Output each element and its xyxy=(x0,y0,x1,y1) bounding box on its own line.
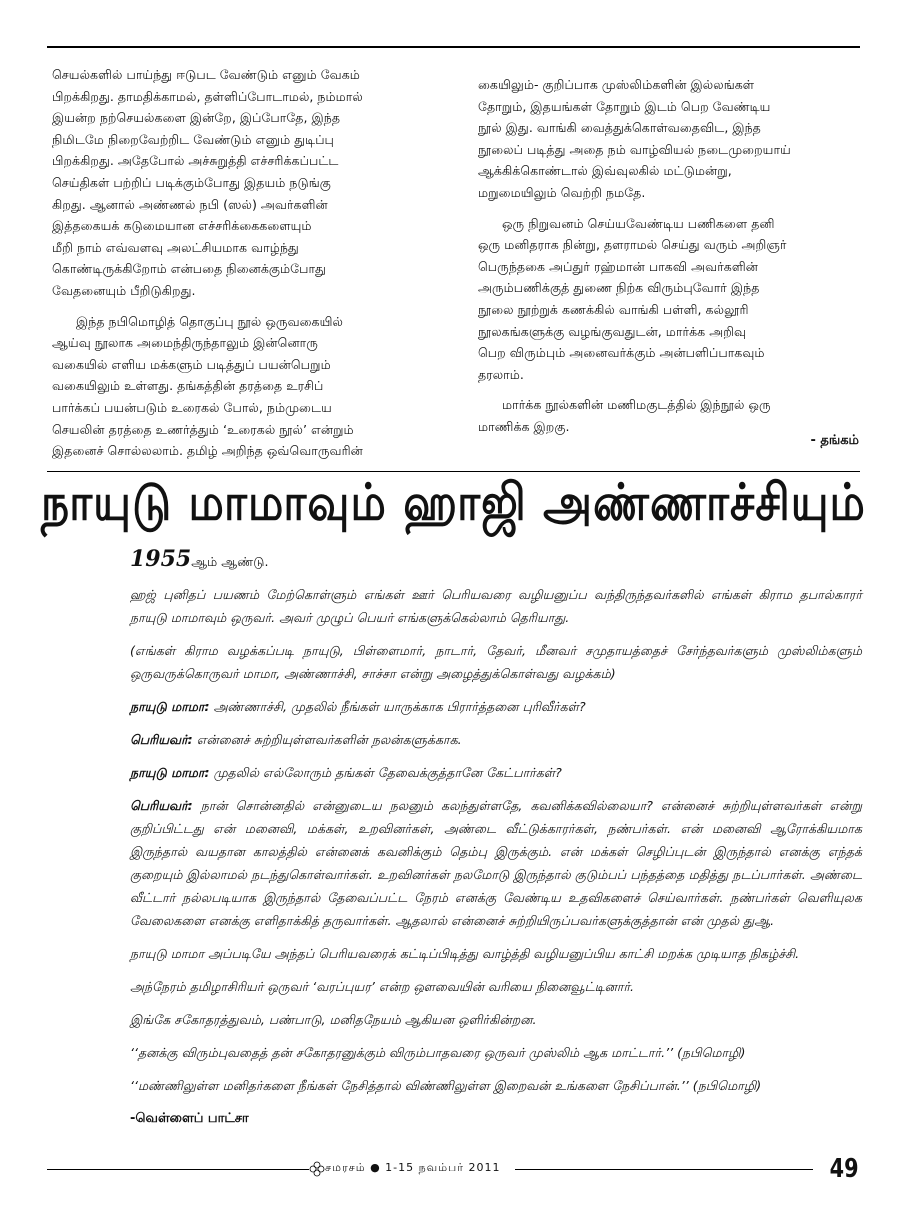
text-line: பெருந்தகை அப்துர் ரஹ்மான் பாகவி அவர்களின் xyxy=(478,258,759,274)
text-line: இந்த நபிமொழித் தொகுப்பு நூல் ஒருவகையில் xyxy=(76,313,343,329)
speaker: பெரியவர்: xyxy=(130,732,193,747)
text-line: செயல்களில் பாய்ந்து ஈடுபட வேண்டும் எனும் வேகம் xyxy=(52,67,360,82)
text-line: இதனைச் சொல்லலாம். தமிழ் அறிந்த ஒவ்வொருவரின் xyxy=(52,443,363,459)
section-divider xyxy=(47,471,860,472)
footer xyxy=(0,1154,907,1184)
year: 1955 xyxy=(130,546,192,572)
text-line: வேதனையும் பீறிடுகிறது. xyxy=(52,282,196,298)
quote-paragraph: ‘‘தனக்கு விரும்புவதைத் தன் சகோதரனுக்கும் விரும்பாதவரை ஒருவர் முஸ்லிம் ஆக மாட்டார்.’’ (நபிமொழி) xyxy=(130,1045,746,1060)
dialogue-line xyxy=(130,695,862,718)
text-line: பார்க்கப் பயன்படும் உரைகல் போல், நம்முடைய xyxy=(52,399,332,415)
text-line: தோறும், இதயங்கள் தோறும் இடம் பெற வேண்டிய xyxy=(478,98,771,114)
text-line: பிறக்கிறது. தாமதிக்காமல், தள்ளிப்போடாமல், நம்மால் xyxy=(52,88,363,104)
text-line: செயலின் தரத்தை உணர்த்தும் ‘உரைகல் நூல்’ என்றும் xyxy=(52,421,354,437)
dialogue-line xyxy=(130,761,862,784)
dialogue-line xyxy=(130,728,862,751)
column-paragraph xyxy=(52,64,432,302)
closing-paragraph: நாயுடு மாமா அப்படியே அந்தப் பெரியவரைக் கட்டிப்பிடித்து வாழ்த்தி வழியனுப்பிய காட்சி மறக்க முடியாத நிகழ்ச்சி. xyxy=(130,946,800,961)
year-suffix: ஆம் ஆண்டு. xyxy=(191,554,269,569)
text-line: பெற விரும்பும் அனைவர்க்கும் அன்பளிப்பாகவும் xyxy=(478,345,765,361)
text-line: நிமிடமே நிறைவேற்றிட வேண்டும் எனும் துடிப்பு xyxy=(52,131,334,147)
text-line: மீறி நாம் எவ்வளவு அலட்சியமாக வாழ்ந்து xyxy=(52,239,299,255)
text-line: மாணிக்க இறகு. xyxy=(478,418,570,434)
text-line: மறுமையிலும் வெற்றி நமதே. xyxy=(478,184,646,200)
review-left-column xyxy=(52,64,432,471)
text-line: நூல் இது. வாங்கி வைத்துக்கொள்வதைவிட, இந்த xyxy=(478,120,761,136)
speaker: நாயுடு மாமா: xyxy=(130,699,210,714)
text-line: இயன்ற நற்செயல்களை இன்றே, இப்போதே, இந்த xyxy=(52,110,341,126)
column-paragraph xyxy=(478,74,863,204)
page-number: 49 xyxy=(829,1154,859,1184)
top-rule xyxy=(47,46,860,48)
dialogue-line xyxy=(130,794,862,932)
year-line xyxy=(130,548,862,573)
flower-icon xyxy=(309,1161,325,1177)
intro-paragraph: ஹஜ் புனிதப் பயணம் மேற்கொள்ளும் எங்கள் ஊர் பெரியவரை வழியனுப்ப வந்திருந்தவர்களில் எங்கள் கிராம தபால்காரர் நாயுடு மாமாவும் ஒருவர். அவர் முழுப் பெயர் எங்களுக்கெல்லாம் தெரியாது. xyxy=(130,587,862,625)
text-line: செய்திகள் பற்றிப் படிக்கும்போது இதயம் நடுங்கு xyxy=(52,174,331,190)
text-line: மார்க்க நூல்களின் மணிமகுடத்தில் இந்நூல் ஒரு xyxy=(502,397,771,413)
text-line: கையிலும்- குறிப்பாக முஸ்லிம்களின் இல்லங்கள் xyxy=(478,77,755,92)
speaker: நாயுடு மாமா: xyxy=(130,765,210,780)
text-line: இத்தகையக் கடுமையான எச்சரிக்கைகளையும் xyxy=(52,218,312,234)
text-line: நூலைப் படித்து அதை நம் வாழ்வியல் நடைமுறையாய் xyxy=(478,141,791,157)
quote-paragraph: ‘‘மண்ணிலுள்ள மனிதர்களை நீங்கள் நேசித்தால் விண்ணிலுள்ள இறைவன் உங்களை நேசிப்பான்.’’ (நபிமொழி) xyxy=(130,1078,762,1093)
text-line: நூலகங்களுக்கு வழங்குவதுடன், மார்க்க அறிவு xyxy=(478,323,747,339)
note-paragraph: (எங்கள் கிராம வழக்கப்படி நாயுடு, பிள்ளைமார், நாடார், தேவர், மீனவர் சமுதாயத்தைச் சேர்ந்தவர்களும் முஸ்லிம்களும் ஒருவருக்கொருவர் மாமா, அண்ணாச்சி, சாச்சா என்று அழைத்துக்கொள்வது வழக்கம்) xyxy=(130,643,862,681)
text-line: ஆக்கிக்கொண்டால் இவ்வுலகில் மட்டுமன்று, xyxy=(478,163,732,179)
speaker: பெரியவர்: xyxy=(130,798,193,813)
footer-rule-right xyxy=(515,1169,813,1170)
article-body xyxy=(130,548,862,1140)
column-paragraph xyxy=(478,213,863,386)
closing-paragraph: அந்நேரம் தமிழாசிரியர் ஒருவர் ‘வரப்புயர’ என்ற ஔவையின் வரியை நினைவூட்டினார். xyxy=(130,979,635,994)
text-line: வகையிலும் உள்ளது. தங்கத்தின் தரத்தை உரசிப் xyxy=(52,378,324,394)
text-line: ஒரு மனிதராக நின்று, தளராமல் செய்து வரும் அறிஞர் xyxy=(478,237,787,253)
text-line: கிறது. ஆனால் அண்ணல் நபி (ஸல்) அவர்களின் xyxy=(52,196,328,212)
text-line: ஆய்வு நூலாக அமைந்திருந்தாலும் இன்னொரு xyxy=(52,335,318,351)
text-line: கொண்டிருக்கிறோம் என்பதை நினைக்கும்போது xyxy=(52,261,326,277)
dialogue-text: என்னைச் சுற்றியுள்ளவர்களின் நலன்களுக்காக. xyxy=(192,732,462,747)
article-title: நாயுடு மாமாவும் ஹாஜி அண்ணாச்சியும் xyxy=(41,473,866,533)
text-line: நூலை நூற்றுக் கணக்கில் வாங்கி பள்ளி, கல்லூரி xyxy=(478,301,749,317)
text-line: ஒரு நிறுவனம் செய்யவேண்டிய பணிகளை தனி xyxy=(502,215,775,231)
review-right-column xyxy=(478,74,863,447)
text-line: பிறக்கிறது. அதேபோல் அச்சுறுத்தி எச்சரிக்கப்பட்ட xyxy=(52,153,339,169)
dialogue-text: முதலில் எல்லோரும் தங்கள் தேவைக்குத்தானே கேட்பார்கள்? xyxy=(209,765,562,780)
dialogue-text: நான் சொன்னதில் என்னுடைய நலனும் கலந்துள்ளதே, கவனிக்கவில்லையா? என்னைச் சுற்றியுள்ளவர்கள் என்று குறிப்பிட்டது என் மனைவி, மக்கள், உறவினர்கள், அண்டை வீட்டுக்காரர்கள், நண்பர்கள். என் மனைவி ஆரோக்கியமாக இருந்தால் வயதான காலத்தில் என்னைக் கவனிக்கும் தெம்பு இருக்கும். என் மக்கள் செழிப்புடன் இருந்தால் எனக்கு எந்தக் குறையும் இல்லாமல் நடந்துகொள்வார்கள். உறவினர்கள் நலமோடு இருந்தால் குடும்பப் பந்தத்தை மதித்து நடப்பார்கள். அண்டை வீட்டார் நல்லபடியாக இருந்தால் தேவைப்பட்ட நேரம் எனக்கு வேண்டிய உதவிகளைச் செய்வார்கள். நண்பர்கள் வெளியுலக வேலைகளை எனக்கு எளிதாக்கித் தருவார்கள். ஆதலால் என்னைச் சுற்றியிருப்பவர்களுக்குத்தான் என் முதல் துஆ. xyxy=(130,798,862,928)
dialogue-text: அண்ணாச்சி, முதலில் நீங்கள் யாருக்காக பிரார்த்தனை புரிவீர்கள்? xyxy=(209,699,586,714)
review-signature: - தங்கம் xyxy=(810,433,859,448)
text-line: வகையில் எளிய மக்களும் படித்துப் பயன்பெறும் xyxy=(52,356,331,372)
article-signature: -வெள்ளைப் பாட்சா xyxy=(130,1111,249,1126)
footer-rule-left xyxy=(47,1169,309,1170)
text-line: அரும்பணிக்குத் துணை நிற்க விரும்புவோர் இந்த xyxy=(478,280,760,296)
closing-paragraph: இங்கே சகோதரத்துவம், பண்பாடு, மனிதநேயம் ஆகியன ஒளிர்கின்றன. xyxy=(130,1012,537,1027)
column-paragraph xyxy=(478,394,863,437)
column-paragraph xyxy=(52,311,432,462)
text-line: தரலாம். xyxy=(478,366,524,382)
footer-publication: சமரசம் ● 1-15 நவம்பர் 2011 xyxy=(325,1161,501,1174)
